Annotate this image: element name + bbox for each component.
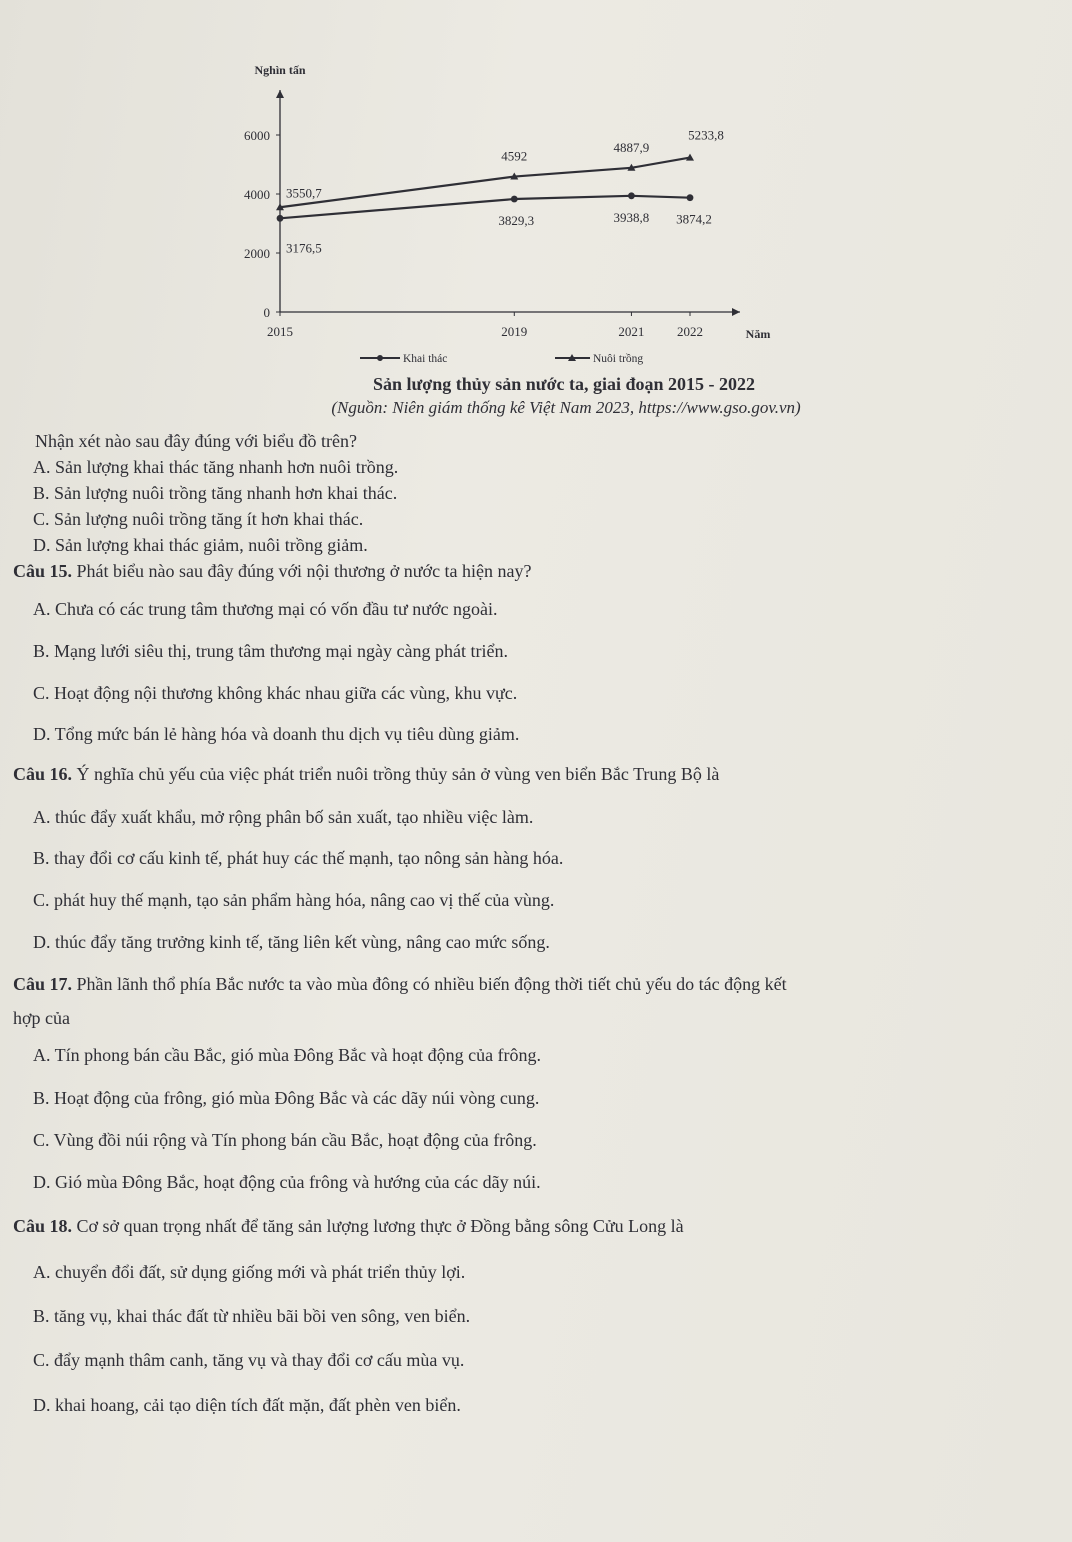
q18-number: Câu 18.: [13, 1216, 73, 1236]
q16-stem: [13, 764, 719, 785]
q16-option-b[interactable]: B. thay đổi cơ cấu kinh tế, phát huy các thế mạnh, tạo nông sản hàng hóa.: [33, 848, 564, 868]
data-label-nuoi-trong: 5233,8: [688, 127, 724, 143]
data-label-nuoi-trong: 4592: [501, 148, 528, 164]
q17-text-line1: Phần lãnh thổ phía Bắc nước ta vào mùa đông có nhiều biến động thời tiết chủ yếu do tác động kết: [76, 974, 787, 994]
data-label-nuoi-trong: 4887,9: [613, 139, 650, 155]
y-tick-label: 0: [263, 305, 270, 320]
q14-option-b[interactable]: B. Sản lượng nuôi trồng tăng nhanh hơn khai thác.: [33, 483, 398, 503]
q16-option-c[interactable]: C. phát huy thế mạnh, tạo sản phẩm hàng hóa, nâng cao vị thế của vùng.: [33, 890, 555, 910]
chart-svg: [220, 50, 780, 380]
x-tick-label: 2015: [267, 324, 293, 339]
x-tick-label: 2019: [501, 324, 528, 339]
q14-option-a[interactable]: A. Sản lượng khai thác tăng nhanh hơn nuôi trồng.: [33, 457, 399, 477]
q18-option-c[interactable]: C. đẩy mạnh thâm canh, tăng vụ và thay đổi cơ cấu mùa vụ.: [33, 1350, 465, 1370]
q17-option-d[interactable]: D. Gió mùa Đông Bắc, hoạt động của frông và hướng của các dãy núi.: [33, 1172, 541, 1192]
q16-number: Câu 16.: [13, 764, 73, 784]
series-line-nuoi-trong: [280, 158, 690, 208]
data-label-khai-thac: 3176,5: [286, 240, 322, 256]
q16-text: Ý nghĩa chủ yếu của việc phát triển nuôi trồng thủy sản ở vùng ven biển Bắc Trung Bộ là: [76, 764, 720, 784]
data-label-nuoi-trong: 3550,7: [286, 185, 322, 201]
legend-label-nuoi-trong: Nuôi trồng: [593, 353, 644, 365]
x-axis-arrow: [732, 308, 740, 316]
y-tick-label: 6000: [244, 128, 270, 143]
q18-stem: [13, 1216, 684, 1237]
y-axis-arrow: [276, 90, 284, 98]
q15-number: Câu 15.: [13, 561, 73, 581]
x-tick-label: 2022: [677, 324, 703, 339]
khai-thac-point: [277, 215, 284, 222]
q15-option-a[interactable]: A. Chưa có các trung tâm thương mại có vốn đầu tư nước ngoài.: [33, 599, 498, 619]
q15-option-b[interactable]: B. Mạng lưới siêu thị, trung tâm thương mại ngày càng phát triển.: [33, 641, 508, 661]
q17-stem: [13, 974, 787, 995]
q17-stem-line2: hợp của: [13, 1008, 70, 1028]
x-axis-title: Năm: [745, 327, 771, 341]
q18-option-d[interactable]: D. khai hoang, cải tạo diện tích đất mặn, đất phèn ven biển.: [33, 1395, 461, 1415]
q16-option-d[interactable]: D. thúc đẩy tăng trưởng kinh tế, tăng liên kết vùng, nâng cao mức sống.: [33, 932, 550, 952]
khai-thac-point: [628, 192, 635, 199]
q15-option-d[interactable]: D. Tổng mức bán lẻ hàng hóa và doanh thu dịch vụ tiêu dùng giảm.: [33, 724, 520, 744]
x-tick-label: 2021: [618, 324, 645, 339]
q18-option-b[interactable]: B. tăng vụ, khai thác đất từ nhiều bãi bồi ven sông, ven biển.: [33, 1306, 471, 1326]
q18-text: Cơ sở quan trọng nhất để tăng sản lượng lương thực ở Đồng bằng sông Cửu Long là: [76, 1216, 684, 1236]
q17-option-b[interactable]: B. Hoạt động của frông, gió mùa Đông Bắc và các dãy núi vòng cung.: [33, 1088, 540, 1108]
chart-title: Sản lượng thủy sản nước ta, giai đoạn 2015 - 2022: [372, 374, 756, 394]
q18-option-a[interactable]: A. chuyển đổi đất, sử dụng giống mới và phát triển thủy lợi.: [33, 1262, 466, 1282]
y-axis-title: Nghìn tấn: [254, 63, 306, 77]
q15-option-c[interactable]: C. Hoạt động nội thương không khác nhau giữa các vùng, khu vực.: [33, 683, 518, 703]
data-label-khai-thac: 3829,3: [498, 213, 535, 229]
khai-thac-point: [511, 196, 518, 203]
legend-label-khai-thac: Khai thác: [403, 353, 448, 365]
q15-stem: [13, 561, 532, 582]
data-label-khai-thac: 3874,2: [676, 211, 712, 227]
q14-option-c[interactable]: C. Sản lượng nuôi trồng tăng ít hơn khai thác.: [33, 509, 364, 529]
q14-option-d[interactable]: D. Sản lượng khai thác giảm, nuôi trồng giảm.: [33, 535, 368, 555]
q17-option-a[interactable]: A. Tín phong bán cầu Bắc, gió mùa Đông Bắc và hoạt động của frông.: [33, 1045, 542, 1065]
y-tick-label: 2000: [244, 246, 270, 261]
q14-stem: Nhận xét nào sau đây đúng với biểu đồ trên?: [35, 431, 357, 451]
data-label-khai-thac: 3938,8: [613, 209, 650, 225]
y-tick-label: 4000: [244, 187, 270, 202]
khai-thac-point: [687, 194, 694, 201]
q17-option-c[interactable]: C. Vùng đồi núi rộng và Tín phong bán cầu Bắc, hoạt động của frông.: [33, 1130, 537, 1150]
legend-marker-khai-thac: [377, 355, 383, 361]
q15-text: Phát biểu nào sau đây đúng với nội thương ở nước ta hiện nay?: [76, 561, 532, 581]
line-chart: [220, 50, 780, 380]
chart-source: (Nguồn: Niên giám thống kê Việt Nam 2023, https://www.gso.gov.vn): [331, 398, 801, 417]
q16-option-a[interactable]: A. thúc đẩy xuất khẩu, mở rộng phân bố sản xuất, tạo nhiều việc làm.: [33, 807, 534, 827]
q17-number: Câu 17.: [13, 974, 73, 994]
